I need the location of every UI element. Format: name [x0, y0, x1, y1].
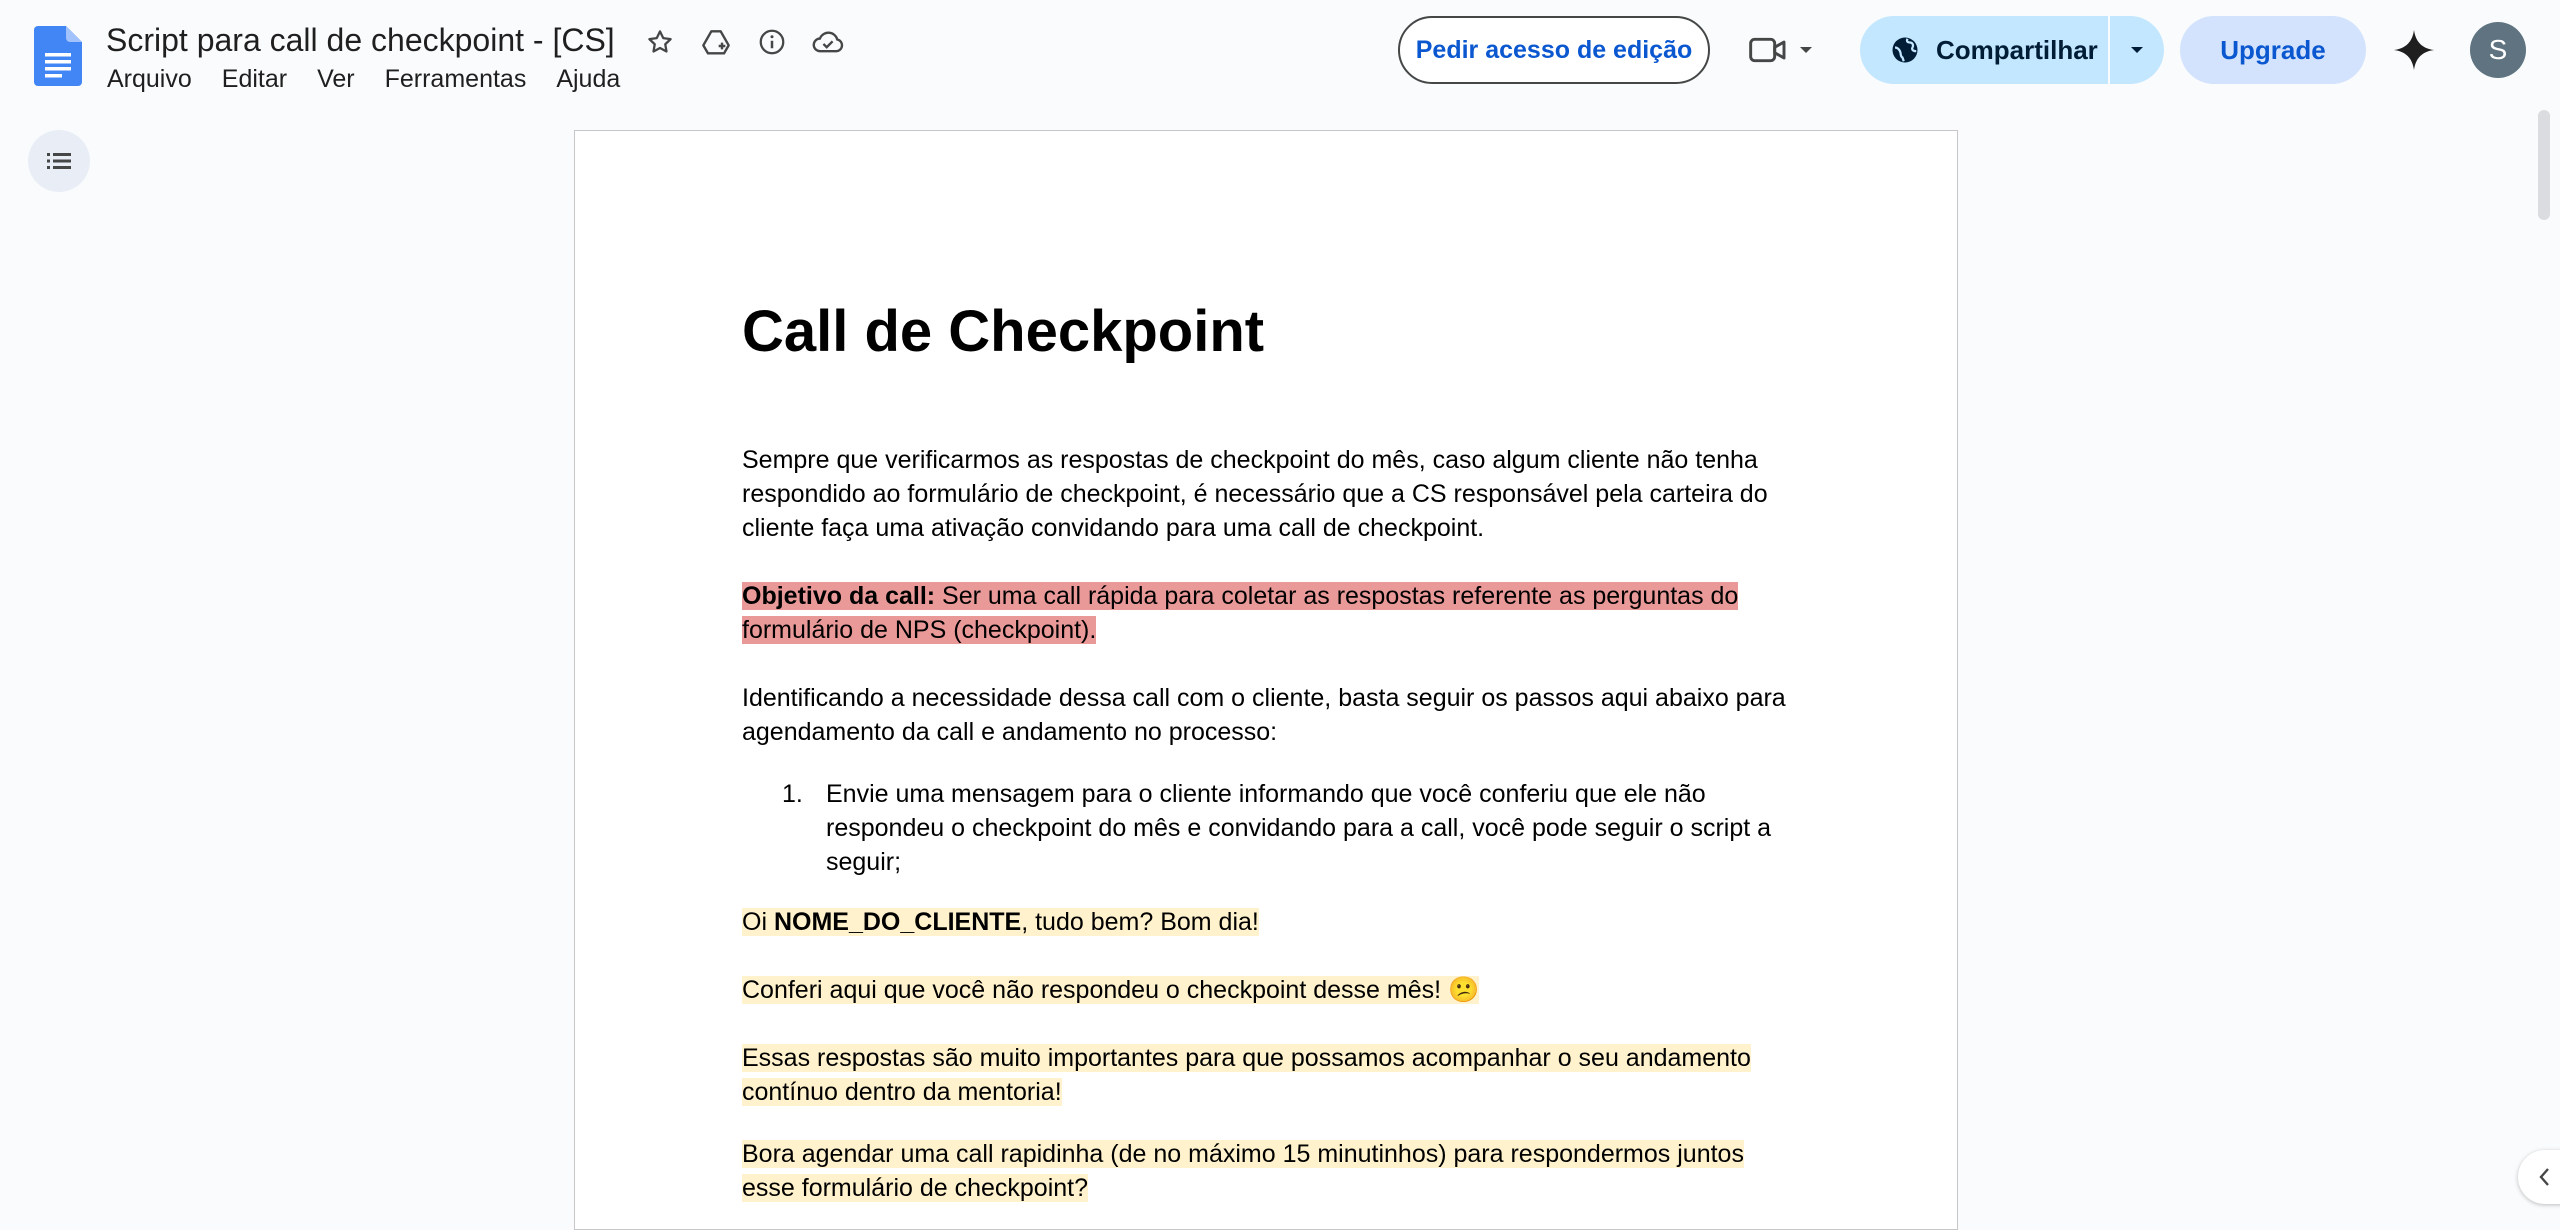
document-heading: Call de Checkpoint	[742, 299, 1265, 364]
list-item-number: 1.	[782, 780, 803, 808]
script-line-3	[742, 1041, 1792, 1109]
share-label: Compartilhar	[1936, 34, 2098, 65]
title-icon-group	[640, 22, 848, 62]
chevron-down-icon	[1798, 45, 1814, 55]
info-icon[interactable]	[752, 22, 792, 62]
document-page[interactable]	[574, 130, 1958, 1230]
vertical-scrollbar[interactable]	[2536, 100, 2560, 1211]
menu-ajuda[interactable]: Ajuda	[556, 65, 621, 93]
chevron-down-icon	[2129, 45, 2145, 55]
script-line-4	[742, 1137, 1792, 1205]
script-line-2	[742, 973, 1792, 1007]
document-outline-button[interactable]	[28, 130, 90, 192]
meet-button[interactable]	[1748, 26, 1828, 74]
share-dropdown-button[interactable]	[2110, 16, 2164, 84]
menu-editar[interactable]: Editar	[221, 65, 288, 93]
menu-ver[interactable]: Ver	[317, 65, 355, 93]
upgrade-button[interactable]: Upgrade	[2180, 16, 2366, 84]
request-edit-access-button[interactable]: Pedir acesso de edição	[1398, 16, 1710, 84]
script-line-4-text: Bora agendar uma call rapidinha (de no máximo 15 minutinhos) para respondermos juntos esse formulário de checkpoint?	[742, 1140, 1744, 1202]
chevron-left-icon	[2538, 1167, 2550, 1187]
intro-paragraph: Sempre que verificarmos as respostas de checkpoint do mês, caso algum cliente não tenha respondido ao formulário de checkpoint, é necessário que a CS responsável pela carteira do cliente faça uma ativação convidando para uma call de checkpoint.	[742, 446, 1768, 542]
list-item-text: Envie uma mensagem para o cliente informando que você conferiu que ele não respondeu o checkpoint do mês e convidando para a call, você pode seguir o script a seguir;	[826, 780, 1772, 876]
globe-icon	[1890, 35, 1920, 65]
cloud-status-icon[interactable]	[808, 22, 848, 62]
objective-label: Objetivo da call:	[742, 582, 936, 610]
account-avatar[interactable]: S	[2470, 22, 2526, 78]
gemini-sparkle-icon[interactable]	[2392, 28, 2436, 72]
greeting-post: , tudo bem? Bom dia!	[1021, 908, 1259, 936]
objective-paragraph	[742, 579, 1792, 647]
document-title[interactable]: Script para call de checkpoint - [CS]	[106, 22, 615, 58]
menu-ferramentas[interactable]: Ferramentas	[384, 65, 527, 93]
side-panel-toggle-button[interactable]	[2518, 1150, 2560, 1204]
scrollbar-thumb[interactable]	[2538, 110, 2550, 220]
client-name-placeholder: NOME_DO_CLIENTE	[773, 908, 1022, 936]
star-icon[interactable]	[640, 22, 680, 62]
menu-bar	[92, 62, 635, 96]
script-greeting	[742, 905, 1792, 939]
share-button[interactable]	[1860, 16, 2108, 84]
steps-intro-paragraph: Identificando a necessidade dessa call com o cliente, basta seguir os passos aqui abaixo para agendamento da call e andamento no processo:	[742, 684, 1786, 746]
objective-text: Ser uma call rápida para coletar as respostas referente as perguntas do formulário de NPS (checkpoint).	[742, 582, 1739, 644]
move-to-drive-icon[interactable]	[696, 22, 736, 62]
google-docs-logo-icon[interactable]	[34, 26, 82, 86]
outline-list-icon	[45, 150, 73, 172]
greeting-pre: Oi	[742, 908, 774, 936]
script-line-3-text: Essas respostas são muito importantes para que possamos acompanhar o seu andamento contínuo dentro da mentoria!	[742, 1044, 1751, 1106]
script-line-2-text: Conferi aqui que você não respondeu o checkpoint desse mês! 😕	[742, 976, 1480, 1004]
video-camera-icon	[1748, 34, 1788, 66]
app-header	[0, 0, 2560, 100]
menu-arquivo[interactable]: Arquivo	[107, 65, 192, 93]
